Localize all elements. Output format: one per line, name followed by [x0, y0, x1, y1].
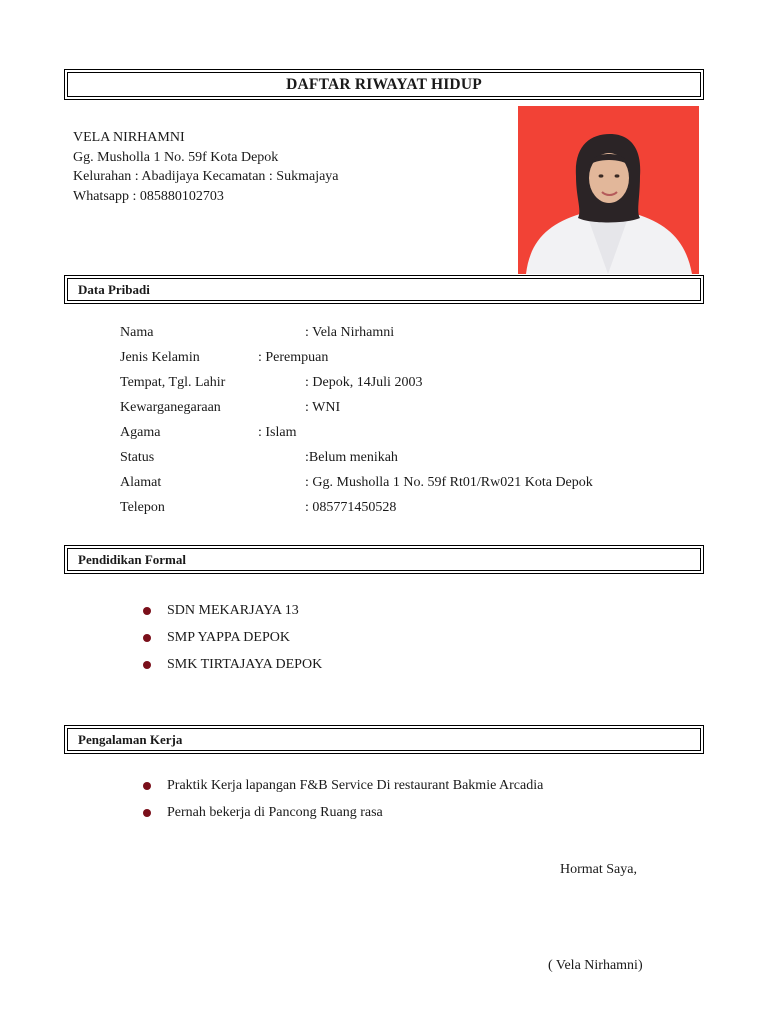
contact-name: VELA NIRHAMNI	[73, 130, 185, 145]
section-personal	[64, 275, 704, 304]
field-value: : Perempuan	[258, 350, 329, 365]
contact-block	[73, 128, 339, 207]
personal-row-gender	[120, 350, 329, 366]
bullet-icon	[143, 634, 151, 642]
closing-text: Hormat Saya,	[560, 862, 637, 877]
bullet-icon	[143, 661, 151, 669]
personal-row-religion	[120, 425, 297, 441]
field-value: : Islam	[258, 425, 297, 440]
education-item: SDN MEKARJAYA 13	[167, 603, 299, 618]
experience-item: Pernah bekerja di Pancong Ruang rasa	[167, 805, 383, 820]
section-education-title: Pendidikan Formal	[67, 548, 701, 571]
section-experience	[64, 725, 704, 754]
field-label: Nama	[120, 325, 154, 340]
education-item: SMP YAPPA DEPOK	[167, 630, 290, 645]
contact-district: Kelurahan : Abadijaya Kecamatan : Sukmajaya	[73, 169, 339, 185]
field-label: Alamat	[120, 475, 162, 490]
personal-row-address	[120, 475, 593, 491]
personal-row-nationality	[120, 400, 341, 416]
title-box	[64, 69, 704, 100]
personal-row-birth	[120, 375, 423, 391]
field-label: Telepon	[120, 500, 165, 515]
field-label: Tempat, Tgl. Lahir	[120, 375, 226, 390]
field-value: :Belum menikah	[305, 450, 398, 465]
field-label: Jenis Kelamin	[120, 350, 200, 365]
section-personal-title: Data Pribadi	[67, 278, 701, 301]
bullet-icon	[143, 782, 151, 790]
section-experience-title: Pengalaman Kerja	[67, 728, 701, 751]
field-value: : Gg. Musholla 1 No. 59f Rt01/Rw021 Kota Depok	[305, 475, 593, 490]
field-value: : 085771450528	[305, 500, 397, 515]
field-value: : Depok, 14Juli 2003	[305, 375, 423, 390]
field-label: Agama	[120, 425, 161, 440]
contact-whatsapp: Whatsapp : 085880102703	[73, 189, 224, 205]
profile-photo	[518, 106, 699, 274]
field-label: Kewarganegaraan	[120, 400, 221, 415]
person-photo-icon	[518, 106, 699, 274]
personal-row-phone	[120, 500, 397, 516]
education-item: SMK TIRTAJAYA DEPOK	[167, 657, 323, 672]
field-value: : Vela Nirhamni	[305, 325, 395, 340]
personal-row-status	[120, 450, 398, 466]
contact-address: Gg. Musholla 1 No. 59f Kota Depok	[73, 149, 279, 165]
document-title: DAFTAR RIWAYAT HIDUP	[67, 72, 701, 97]
signature-name: ( Vela Nirhamni)	[548, 958, 643, 973]
bullet-icon	[143, 809, 151, 817]
field-value: : WNI	[305, 400, 341, 415]
personal-row-name	[120, 325, 395, 341]
field-label: Status	[120, 450, 155, 465]
experience-item: Praktik Kerja lapangan F&B Service Di restaurant Bakmie Arcadia	[167, 778, 544, 793]
bullet-icon	[143, 607, 151, 615]
section-education	[64, 545, 704, 574]
